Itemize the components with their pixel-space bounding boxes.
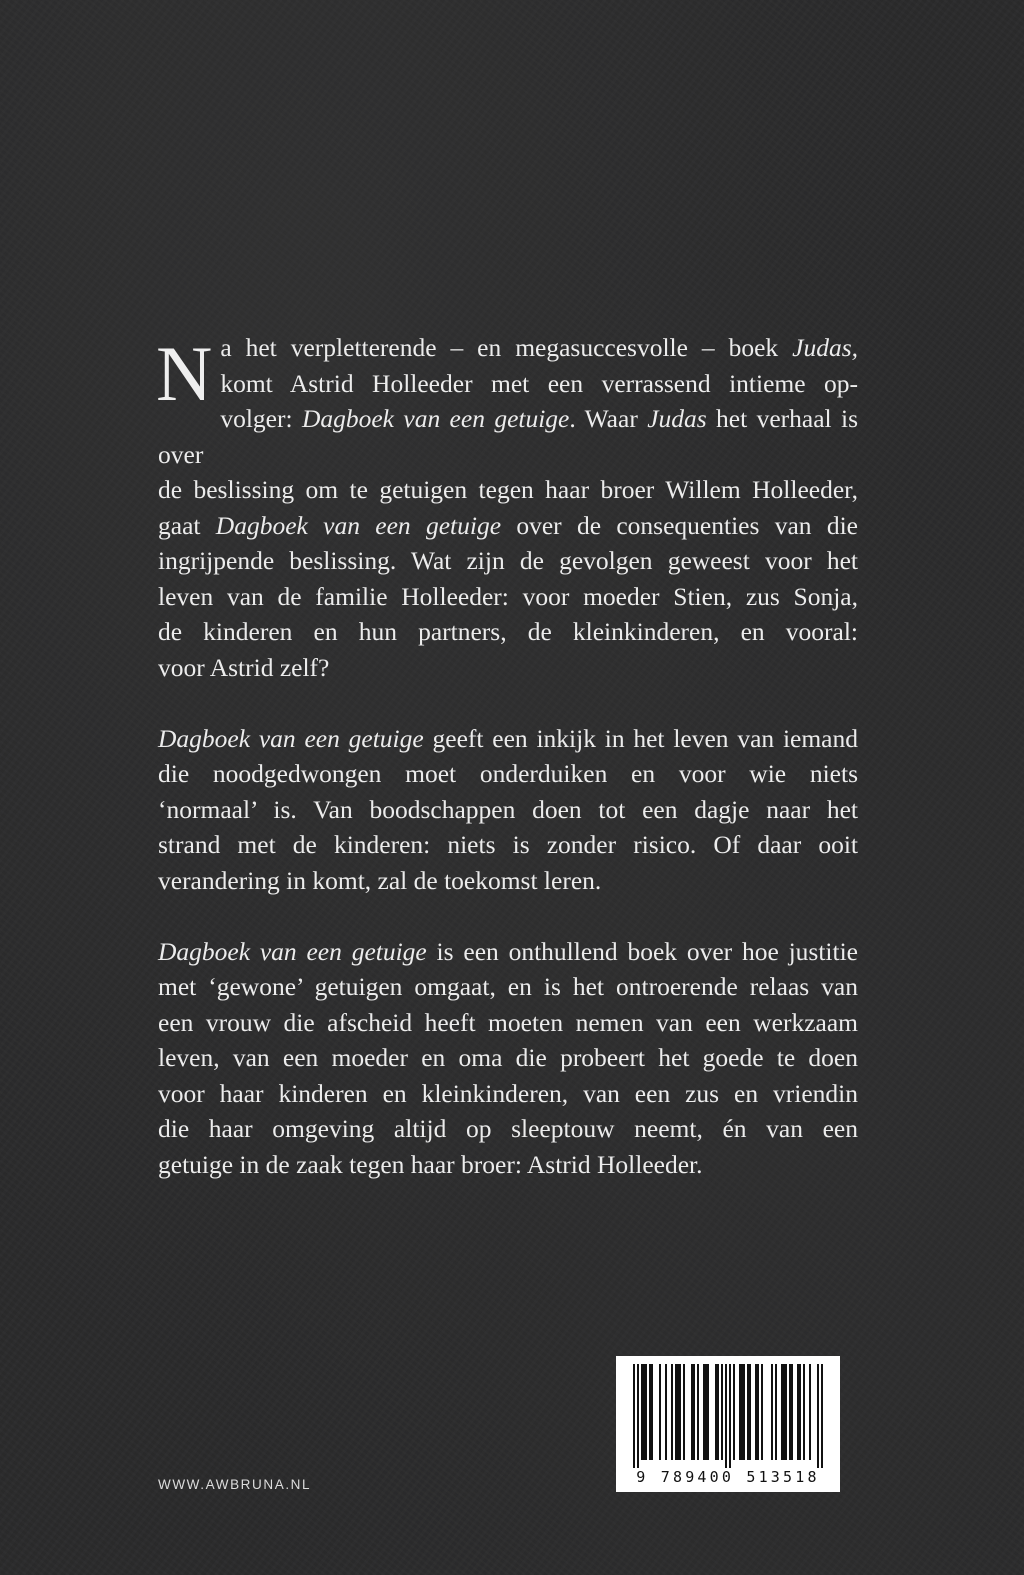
- barcode-bar: [755, 1364, 757, 1460]
- barcode-bar: [641, 1364, 643, 1460]
- barcode-bar: [691, 1364, 693, 1460]
- barcode-bar: [749, 1364, 751, 1460]
- barcode-bar: [659, 1364, 661, 1460]
- barcode-bar: [761, 1364, 763, 1460]
- publisher-website[interactable]: WWW.AWBRUNA.NL: [158, 1477, 312, 1492]
- text-line: strand met de kinderen: niets is zonder risico. Of daar ooit: [158, 830, 858, 859]
- barcode-bar: [693, 1364, 695, 1460]
- barcode-bar: [715, 1364, 717, 1460]
- text-line: met ‘gewone’ getuigen omgaat, en is het ontroerende relaas van: [158, 972, 858, 1001]
- text-line: Dagboek van een getuige is een onthullend boek over hoe justitie: [158, 936, 859, 966]
- barcode-bar: [791, 1364, 793, 1460]
- barcode-bar: [649, 1364, 651, 1460]
- isbn-barcode: [616, 1356, 840, 1492]
- barcode-bar: [679, 1364, 681, 1460]
- text-line: voor haar kinderen en kleinkinderen, van een zus en vriendin: [158, 1078, 858, 1108]
- barcode-bar: [725, 1364, 727, 1468]
- barcode-bar: [741, 1364, 743, 1460]
- barcode-bar: [671, 1364, 673, 1460]
- barcode-bar: [739, 1364, 741, 1460]
- barcode-bar: [665, 1364, 667, 1460]
- barcode-bar: [675, 1364, 677, 1460]
- barcode-bar: [707, 1364, 709, 1460]
- barcode-bar: [821, 1364, 823, 1468]
- barcode-bar: [781, 1364, 783, 1460]
- barcode-bar: [729, 1364, 731, 1468]
- text-line: de kinderen en hun partners, de kleinkinderen, en vooral:: [158, 617, 858, 646]
- text-line: a het verpletterende – en megasuccesvolle – boek Judas,: [220, 333, 858, 362]
- text-line: komt Astrid Holleeder met een verrassend intieme op-: [220, 368, 858, 398]
- barcode-bar: [799, 1364, 801, 1460]
- text-line: die noodgedwongen moet onderduiken en voor wie niets: [158, 759, 858, 788]
- barcode-bar: [645, 1364, 647, 1460]
- text-line: een vrouw die afscheid heeft moeten nemen van een werkzaam: [158, 1007, 858, 1037]
- barcode-bar: [651, 1364, 653, 1460]
- text-line: leven, van een moeder en oma die probeert het goede te doen: [158, 1043, 858, 1072]
- barcode-bar: [789, 1364, 791, 1460]
- barcode-bar: [643, 1364, 645, 1460]
- text-line: verandering in komt, zal de toekomst leren.: [158, 865, 602, 895]
- barcode-bar: [817, 1364, 819, 1468]
- text-line: volger: Dagboek van een getuige. Waar Judas het verhaal is over: [158, 404, 858, 469]
- barcode-bar: [771, 1364, 773, 1460]
- barcode-bar: [637, 1364, 639, 1468]
- barcode-bar: [677, 1364, 679, 1460]
- drop-cap: N: [156, 330, 213, 417]
- text-line: leven van de familie Holleeder: voor moeder Stien, zus Sonja,: [158, 581, 858, 611]
- blurb-text: [158, 330, 858, 1182]
- barcode-bar: [785, 1364, 787, 1460]
- barcode-bar: [721, 1364, 723, 1460]
- text-line: getuige in de zaak tegen haar broer: Astrid Holleeder.: [158, 1149, 703, 1179]
- barcode-bar: [683, 1364, 685, 1460]
- barcode-bar: [797, 1364, 799, 1460]
- text-line: ingrijpende beslissing. Wat zijn de gevolgen geweest voor het: [158, 546, 858, 575]
- barcode-bar: [705, 1364, 707, 1460]
- barcode-bar: [757, 1364, 759, 1460]
- text-line: die haar omgeving altijd op sleeptouw neemt, én van een: [158, 1114, 858, 1143]
- text-line: gaat Dagboek van een getuige over de consequenties van die: [158, 510, 858, 540]
- paragraph-3: [158, 934, 858, 1183]
- barcode-bar: [803, 1364, 805, 1460]
- isbn-number: 9 789400 513518: [636, 1468, 820, 1486]
- text-line: ‘normaal’ is. Van boodschappen doen tot een dagje naar het: [158, 794, 858, 824]
- barcode-bar: [697, 1364, 699, 1460]
- text-line: de beslissing om te getuigen tegen haar broer Willem Holleeder,: [158, 475, 858, 504]
- text-line: voor Astrid zelf?: [158, 652, 330, 682]
- barcode-bar: [703, 1364, 705, 1460]
- barcode-bar: [747, 1364, 749, 1460]
- text-line: Dagboek van een getuige geeft een inkijk in het leven van iemand: [158, 723, 859, 753]
- paragraph-2: [158, 721, 858, 899]
- barcode-bar: [809, 1364, 811, 1460]
- barcode-bar: [743, 1364, 745, 1460]
- barcode-bar: [775, 1364, 777, 1460]
- barcode-bar: [633, 1364, 635, 1468]
- barcode-bar: [783, 1364, 785, 1460]
- paragraph-1: [158, 330, 858, 685]
- barcode-bar: [733, 1364, 735, 1460]
- barcode-bar: [717, 1364, 719, 1460]
